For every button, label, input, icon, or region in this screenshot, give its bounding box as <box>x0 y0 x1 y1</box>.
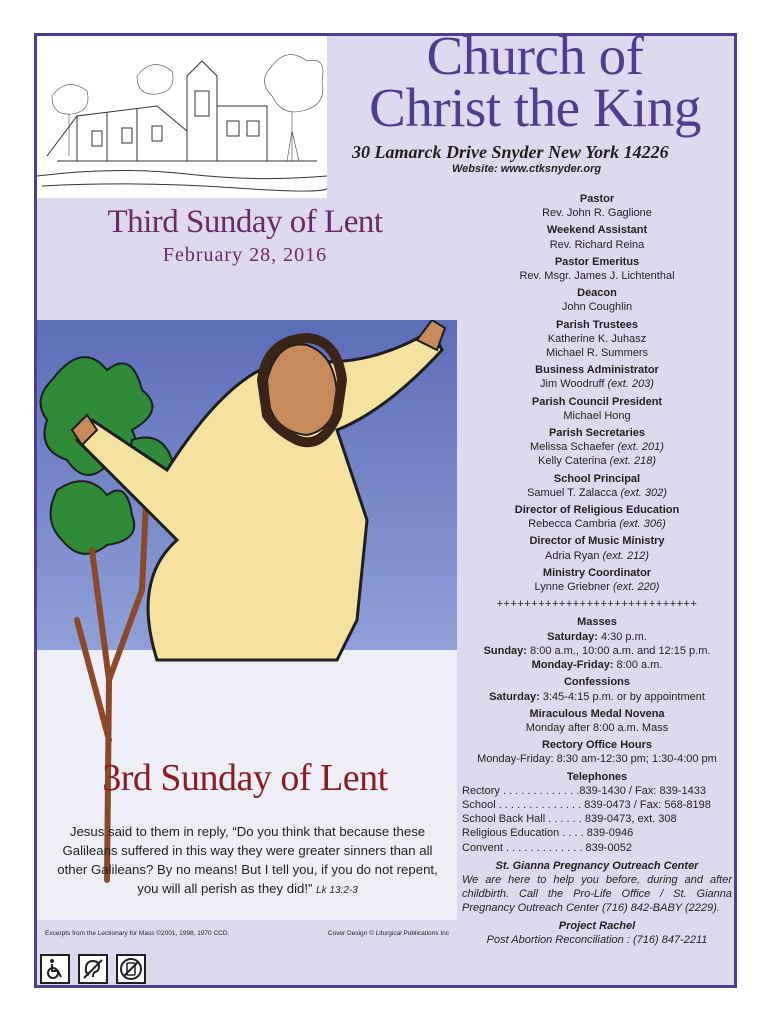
confessions-heading: Confessions <box>563 676 630 689</box>
telephones-section <box>462 770 732 855</box>
bulletin-date: February 28, 2016 <box>162 244 328 266</box>
staff-deacon <box>462 286 732 314</box>
scripture-quote <box>55 822 440 900</box>
accessibility-icons <box>40 954 146 984</box>
staff-ext: (ext. 212) <box>602 549 649 562</box>
pregnancy-center-heading: St. Gianna Pregnancy Outreach Center <box>495 859 699 872</box>
staff-council-president <box>462 395 732 423</box>
parish-directory <box>462 192 732 947</box>
staff-role: Parish Secretaries <box>548 427 645 440</box>
mass-day-label: Saturday: <box>547 630 598 643</box>
phone-line: School . . . . . . . . . . . . . . 839-0473 / Fax: 568-8198 <box>462 798 711 811</box>
staff-trustees <box>462 318 732 361</box>
phone-line: Convent . . . . . . . . . . . . . 839-0052 <box>462 841 632 854</box>
staff-music <box>462 534 732 562</box>
staff-ministry-coordinator <box>462 566 732 594</box>
cover-caption-title: 3rd Sunday of Lent <box>102 757 388 799</box>
staff-name: Rebecca Cambria <box>528 518 617 531</box>
mass-times: 4:30 p.m. <box>600 630 647 643</box>
staff-role: Pastor Emeritus <box>554 255 640 268</box>
staff-secretaries <box>462 426 732 469</box>
staff-name: Rev. Richard Reina <box>549 238 645 251</box>
project-rachel-section <box>462 919 732 947</box>
staff-name: Rev. Msgr. James J. Lichtenthal <box>519 270 675 283</box>
staff-role: Ministry Coordinator <box>542 566 652 579</box>
staff-business-admin <box>462 363 732 391</box>
staff-ext: (ext. 306) <box>619 518 666 531</box>
staff-pastor <box>462 192 732 220</box>
wheelchair-icon <box>40 954 70 984</box>
staff-role: School Principal <box>553 472 641 485</box>
staff-role: Director of Music Ministry <box>529 535 665 548</box>
novena-text: Monday after 8:00 a.m. Mass <box>525 721 669 734</box>
rectory-hours-heading: Rectory Office Hours <box>541 739 653 752</box>
staff-role: Parish Trustees <box>556 318 638 331</box>
staff-name: John Coughlin <box>561 301 633 314</box>
staff-name: Rev. John R. Gaglione <box>542 207 652 220</box>
telephones-heading: Telephones <box>566 770 628 783</box>
no-phone-icon <box>116 954 146 984</box>
rectory-hours-section <box>462 738 732 766</box>
design-credit: Cover Design © Liturgical Publications Inc <box>327 930 449 937</box>
church-sketch <box>37 36 327 198</box>
staff-weekend-assistant <box>462 223 732 251</box>
phone-line: Religious Education . . . . 839-0946 <box>462 827 634 840</box>
staff-role: Weekend Assistant <box>546 224 648 237</box>
phone-line: School Back Hall . . . . . . 839-0473, ext. 308 <box>462 813 677 826</box>
staff-role: Director of Religious Education <box>514 504 680 517</box>
staff-name: Melissa Schaefer <box>530 441 615 454</box>
staff-pastor-emeritus <box>462 255 732 283</box>
project-rachel-heading: Project Rachel <box>558 919 636 932</box>
staff-ext: (ext. 218) <box>609 455 656 468</box>
staff-name: Lynne Griebner <box>534 581 610 594</box>
church-website[interactable]: Website: www.ctksnyder.org <box>452 163 602 175</box>
pregnancy-center-text: We are here to help you before, during and after childbirth. Call the Pro-Life Office / St. Gianna Pregnancy Outreach Center (716) 842-BABY (2229). <box>462 873 732 915</box>
rectory-hours-text: Monday-Friday: 8:30 am-12:30 pm; 1:30-4:00 pm <box>477 753 717 766</box>
staff-name: Michael R. Summers <box>545 347 649 360</box>
staff-ext: (ext. 220) <box>613 581 660 594</box>
staff-name: Michael Hong <box>563 409 631 422</box>
staff-ext: (ext. 203) <box>607 378 654 391</box>
mass-times: 8:00 a.m., 10:00 a.m. and 12:15 p.m. <box>530 644 711 657</box>
masses-heading: Masses <box>577 616 617 629</box>
hearing-assist-icon <box>78 954 108 984</box>
church-name-line2: Christ the King <box>369 77 701 138</box>
church-name-line1: Church of <box>426 25 644 86</box>
sunday-title: Third Sunday of Lent <box>107 204 383 240</box>
confessions-section <box>462 675 732 703</box>
lectionary-credit: Excerpts from the Lectionary for Mass ©2001, 1998, 1970 CCD. <box>45 930 230 937</box>
mass-day-label: Monday-Friday: <box>531 659 614 672</box>
section-separator: +++++++++++++++++++++++++++++ <box>496 598 698 611</box>
staff-role: Deacon <box>577 287 617 300</box>
church-name <box>340 25 730 138</box>
project-rachel-text: Post Abortion Reconciliation : (716) 847-2211 <box>486 933 708 946</box>
pregnancy-center-section <box>462 859 732 916</box>
confession-day-label: Saturday: <box>489 690 540 703</box>
staff-name: Adria Ryan <box>545 549 600 562</box>
cover-credits <box>37 927 457 941</box>
novena-heading: Miraculous Medal Novena <box>529 707 665 720</box>
phone-line: Rectory . . . . . . . . . . . . .839-1430 / Fax: 839-1433 <box>462 784 706 797</box>
staff-name: Samuel T. Zalacca <box>527 486 618 499</box>
scripture-text: Jesus said to them in reply, “Do you think that because these Galileans suffered in this way they were greater sinners than all other Galileans? By no means! But I tell you, if you do not repent, you will all perish as they did!” <box>57 824 438 896</box>
confession-times: 3:45-4:15 p.m. or by appointment <box>542 690 705 703</box>
scripture-reference: Lk 13:2-3 <box>316 885 358 896</box>
staff-ext: (ext. 302) <box>620 486 667 499</box>
novena-section <box>462 707 732 735</box>
mass-day-label: Sunday: <box>483 644 527 657</box>
staff-name: Jim Woodruff <box>540 378 605 391</box>
mass-times: 8:00 a.m. <box>616 659 663 672</box>
staff-name: Katherine K. Juhasz <box>547 332 647 345</box>
staff-principal <box>462 472 732 500</box>
staff-ext: (ext. 201) <box>617 441 664 454</box>
masses-section <box>462 615 732 672</box>
church-address: 30 Lamarck Drive Snyder New York 14226 <box>352 142 669 162</box>
staff-name: Kelly Caterina <box>537 455 607 468</box>
staff-role: Parish Council President <box>531 395 663 408</box>
staff-role: Business Administrator <box>535 364 659 377</box>
staff-religious-ed <box>462 503 732 531</box>
staff-role: Pastor <box>579 193 615 205</box>
